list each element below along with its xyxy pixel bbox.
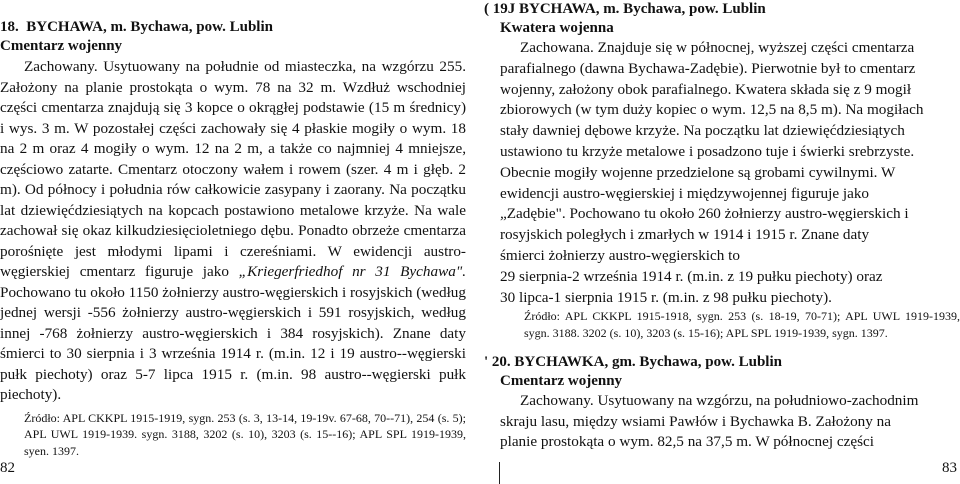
entry-18-source — [24, 410, 466, 460]
entry-19-body — [500, 38, 958, 308]
body-line: wojenny, założony obok parafialnego. Kwatera składa się z 9 mogił — [500, 80, 912, 98]
entry-number: ( 19J — [484, 1, 519, 17]
gutter-mark — [499, 462, 500, 484]
body-line: 29 sierpnia-2 września 1914 r. (m.in. z 19 pułku piechoty) oraz — [500, 267, 883, 285]
entry-19-heading — [484, 0, 960, 19]
body-paragraph-cont: Pochowano tu około 1150 żołnierzy austro-węgierskich i rosyjskich (według jednej wersji -556 żołnierzy austro-węgierskich i 591 rosyjskich, według innej -768 żołnierzy austro-węgierskich i 384 rosyjskich). Znane daty śmierci to 30 sierpnia i 3 września 1914 r. (m.in. 12 i 19 austro--węgierski pułk piechoty) oraz 5-7 lipca 1915 r. (m.in. 98 austro--węgierski pułk piechoty). — [0, 283, 466, 403]
entry-19-source — [524, 308, 960, 341]
entry-number: ' 20. — [484, 354, 511, 370]
page-number-right: 83 — [942, 460, 957, 476]
entry-number: 18. — [0, 19, 19, 35]
body-line: planie prostokąta o wym. 82,5 na 37,5 m. W północnej części — [500, 433, 874, 450]
entry-18 — [0, 18, 466, 459]
entry-20 — [484, 353, 960, 453]
entry-18-subtitle: Cmentarz wojenny — [0, 38, 123, 54]
body-line: rosyjskich poległych i zmarłych w 1914 i 1915 r. Znane daty — [500, 226, 870, 244]
body-line: Obecnie mogiły wojenne przedzielone są grobami cywilnymi. W — [500, 163, 896, 181]
source-note: Źródło: APL CKKPL 1915-1918, sygn. 253 (s. 18-19, 70-71); APL UWL 1919-1939, sygn. 3188. 3202 (s. 10), 3203 (s. 15-16); APL SPL 1919-1939, sygn. 1397. — [524, 309, 960, 340]
body-line: stały dawniej dębowe krzyże. Na początku lat dziewięćdziesiątych — [500, 122, 905, 140]
body-line: 30 lipca-1 sierpnia 1915 r. (m.in. z 98 pułku piechoty). — [500, 288, 832, 306]
place-details: , m. Bychawa, pow. Lublin — [102, 19, 273, 35]
body-line: parafialnego (dawna Bychawa-Zadębie). Pierwotnie był to cmentarz — [500, 59, 916, 77]
body-paragraph: Zachowany. Usytuowany na południe od miasteczka, na wzgórzu 255. Założony na planie prostokąta o wym. 78 na 32 m. Wzdłuż wschodniej części cmentarza znajdują się 3 kopce o okrągłej podstawie (15 m średnicy) i wys. 3 m. W pozostałej części zachowały się 4 płaskie mogiły o wym. 18 na 2 m oraz 4 mogiły o wym. 12 na 2 m, a także co najmniej 4 mniejsze, częściowo zatarte. Cmentarz otoczony wałem i rowem (szer. 4 m i głęb. 2 m). Od północy i południa rów całkowicie zasypany i zaorany. Na początku lat dziewięćdziesiątych na kopcach postawiono metalowe krzyże. Na wale zachował się okaz kilkudziesięcioletniego dębu. Ponadto obrzeże cmentarza porośnięte jest młodymi lipami i czereśniami. W ewidencji austro-węgierskiej cmentarz figuruje jako — [0, 58, 466, 280]
body-line: śmierci żołnierzy austro-węgierskich to — [500, 246, 740, 264]
right-page — [484, 0, 960, 484]
place-details: , gm. Bychawa, pow. Lublin — [604, 354, 782, 370]
body-line: ewidencji austro-węgierskiej i międzywojennej figuruje jako — [500, 184, 870, 202]
entry-20-heading — [484, 353, 960, 372]
place-name: BYCHAWA — [26, 19, 103, 35]
body-line: ustawiono tu krzyże metalowe i posadzono tuje i świerki srebrzyste. — [500, 142, 915, 160]
body-line: zbiorowych (w tym duży kopiec o wym. 12,5 na 8,5 m). Na mogiłach — [500, 101, 924, 119]
body-line: skraju lasu, między wsiami Pawłów i Bychawka B. Założony na — [500, 412, 891, 430]
italic-name: „Kriegerfriedhof nr 31 Bychawa". — [238, 263, 466, 280]
body-line: Zachowana. Znajduje się w północnej, wyższej części cmentarza — [520, 39, 915, 56]
place-details: , m. Bychawa, pow. Lublin — [595, 1, 766, 17]
place-name: BYCHAWKA — [514, 354, 605, 370]
page-number-left: 82 — [0, 460, 15, 476]
entry-18-body — [0, 57, 466, 406]
entry-19 — [484, 0, 960, 341]
entry-20-body — [500, 391, 960, 453]
place-name: BYCHAWA — [519, 1, 596, 17]
source-note: Źródło: APL CKKPL 1915-1919, sygn. 253 (s. 3, 13-14, 19-19v. 67-68, 70--71), 254 (s. 5); APL UWL 1919-1939. sygn. 3188, 3202 (s. 10), 3203 (s. 15--16); APL SPL 1919-1939, syen. 1397. — [24, 410, 466, 458]
body-line: Zachowany. Usytuowany na wzgórzu, na południowo-zachodnim — [520, 392, 919, 409]
entry-19-subtitle: Kwatera wojenna — [500, 20, 614, 36]
body-line: „Zadębie". Pochowano tu około 260 żołnierzy austro-węgierskich i — [500, 205, 909, 223]
left-page — [0, 0, 472, 484]
entry-20-subtitle: Cmentarz wojenny — [500, 373, 623, 389]
entry-18-heading — [0, 18, 466, 37]
